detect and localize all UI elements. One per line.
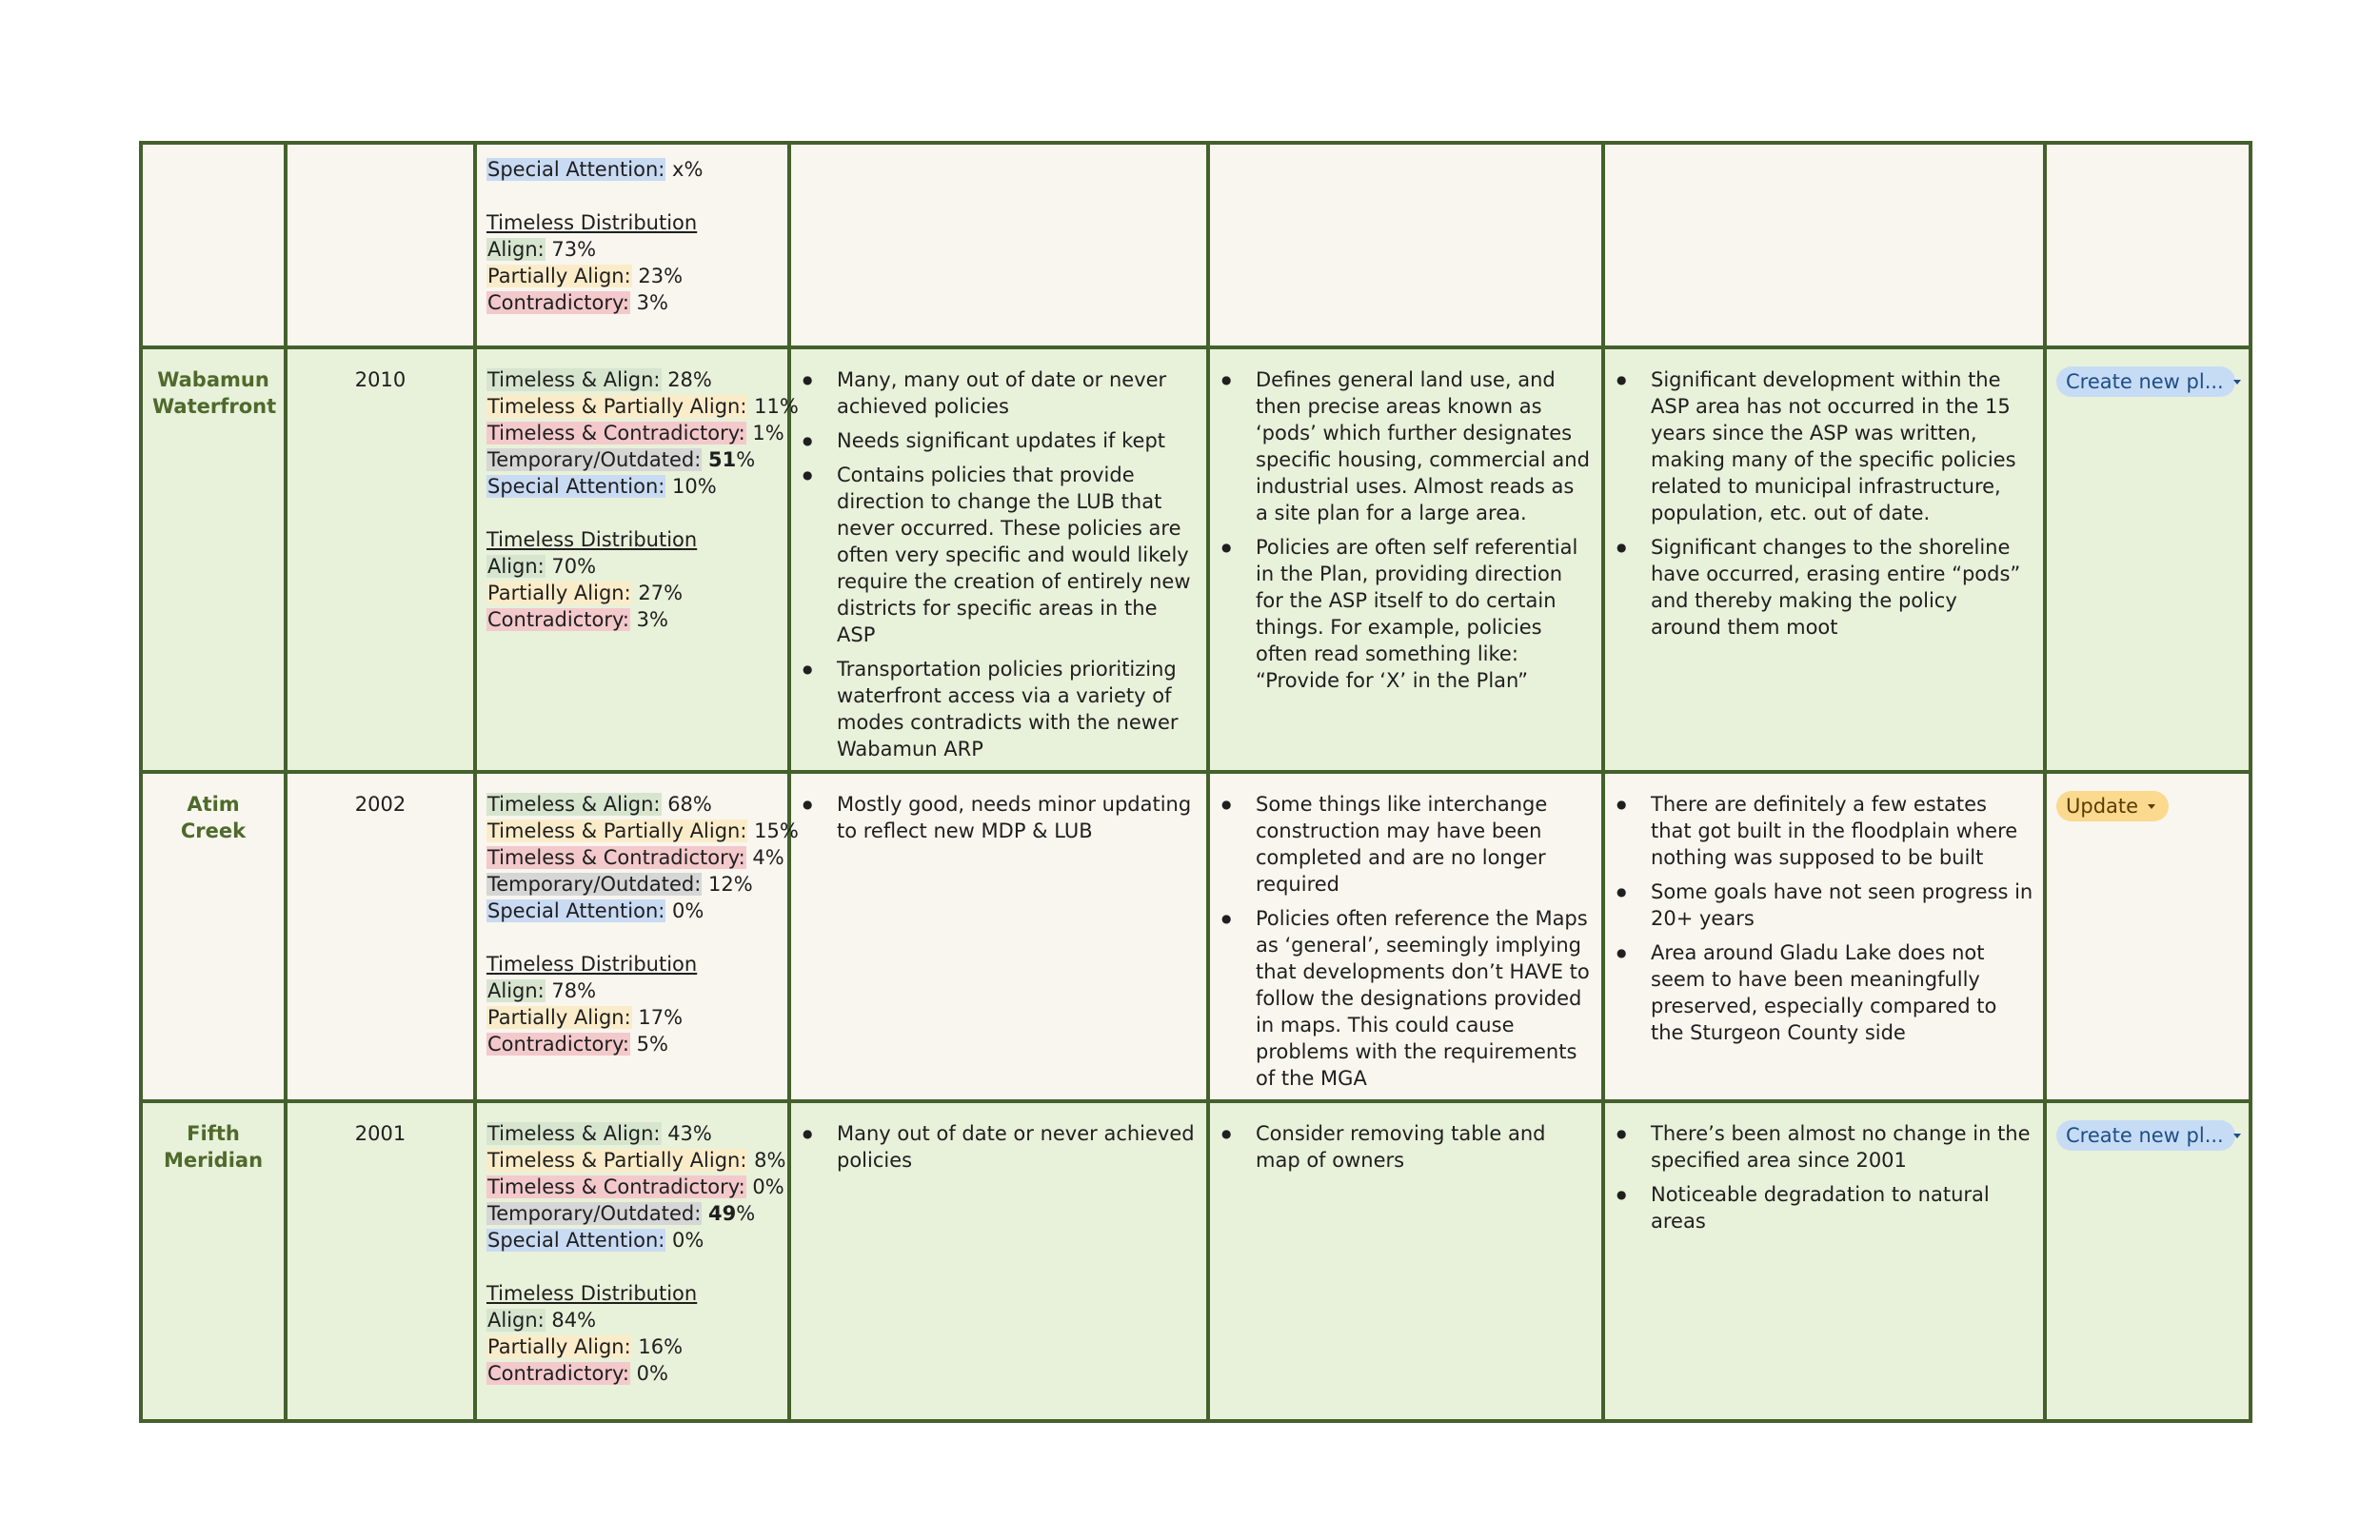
partially-align-value: 23% xyxy=(631,265,684,287)
list-item: ● Significant changes to the shoreline have occurred, erasing entire “pods” and thereby making the policy around them moot xyxy=(1651,534,2033,641)
timeless-distribution-heading: Timeless Distribution xyxy=(486,211,698,234)
partially-align-label: Partially Align: xyxy=(487,1006,631,1029)
policy-distribution-cell xyxy=(475,347,799,772)
timeless-contradictory-value: 1% xyxy=(745,422,784,444)
list-item: ● Some things like interchange construction may have been completed and are no longer required xyxy=(1256,791,1592,898)
status-dropdown-chip[interactable] xyxy=(2056,366,2235,397)
timeless-align-label: Timeless & Align: xyxy=(487,793,661,816)
plan-name-cell: Atim Creek xyxy=(141,772,286,1101)
timeless-distribution-heading: Timeless Distribution xyxy=(486,953,698,976)
timeless-contradictory-value: 4% xyxy=(745,846,784,869)
plan-name-cell xyxy=(141,143,286,347)
list-item: ● Transportation policies prioritizing waterfront access via a variety of modes contradicts with the newer Wabamun ARP xyxy=(837,656,1197,762)
partially-align-value: 17% xyxy=(631,1006,684,1029)
contradictory-value: 3% xyxy=(629,291,668,314)
special-attention-value: 0% xyxy=(665,1229,704,1252)
contradictory-label: Contradictory: xyxy=(487,1362,629,1385)
policy-distribution-cell xyxy=(475,772,799,1101)
status-dropdown-chip[interactable] xyxy=(2056,1120,2235,1151)
align-label: Align: xyxy=(487,979,545,1002)
list-item: ● Noticeable degradation to natural areas xyxy=(1651,1181,2033,1234)
table-row xyxy=(141,1101,2251,1421)
chevron-down-icon xyxy=(2233,380,2241,385)
special-attention-label: Special Attention: xyxy=(487,475,665,498)
status-chip-label: Create new pl... xyxy=(2066,370,2224,393)
status-dropdown-chip[interactable] xyxy=(2056,791,2169,821)
plan-name-cell: Fifth Meridian xyxy=(141,1101,286,1421)
table-row xyxy=(141,143,2251,347)
structure-cell xyxy=(1208,143,1603,347)
contradictory-label: Contradictory: xyxy=(487,608,629,631)
list-item: ● Consider removing table and map of owners xyxy=(1256,1120,1592,1174)
special-attention-label: Special Attention: xyxy=(487,1229,665,1252)
contradictory-value: 0% xyxy=(629,1362,668,1385)
plan-year-cell: 2010 xyxy=(286,347,475,772)
contradictory-value: 3% xyxy=(629,608,668,631)
timeless-align-label: Timeless & Align: xyxy=(487,1122,661,1145)
plan-year-cell: 2002 xyxy=(286,772,475,1101)
chevron-down-icon xyxy=(2233,1134,2241,1138)
timeless-align-value: 28% xyxy=(661,368,712,391)
list-item: ● Policies often reference the Maps as ‘general’, seemingly implying that developments don’t HAVE to follow the designations provided in maps. This could cause problems with the requirements of the MGA xyxy=(1256,905,1592,1092)
temporary-outdated-suffix: % xyxy=(736,1202,756,1225)
list-item: ● There are definitely a few estates that got built in the floodplain where nothing was supposed to be built xyxy=(1651,791,2033,871)
chevron-down-icon xyxy=(2148,804,2155,809)
context-cell xyxy=(1603,143,2045,347)
timeless-distribution-heading: Timeless Distribution xyxy=(486,1282,698,1305)
list-item: ● Needs significant updates if kept xyxy=(837,427,1197,454)
special-attention-value: 10% xyxy=(665,475,717,498)
timeless-contradictory-value: 0% xyxy=(745,1175,784,1198)
timeless-contradictory-label: Timeless & Contradictory: xyxy=(487,846,745,869)
timeless-contradictory-label: Timeless & Contradictory: xyxy=(487,422,745,444)
context-cell xyxy=(1603,347,2045,772)
align-label: Align: xyxy=(487,555,545,578)
temporary-outdated-suffix: % xyxy=(736,448,756,471)
temporary-outdated-value: 12% xyxy=(702,873,753,896)
status-cell xyxy=(2045,347,2251,772)
plan-review-table xyxy=(139,141,2252,1423)
timeless-partially-align-label: Timeless & Partially Align: xyxy=(487,1149,747,1172)
timeless-contradictory-label: Timeless & Contradictory: xyxy=(487,1175,745,1198)
temporary-outdated-label: Temporary/Outdated: xyxy=(487,1202,702,1225)
contradictory-label: Contradictory: xyxy=(487,291,629,314)
status-chip-label: Update xyxy=(2066,795,2139,818)
list-item: ● Defines general land use, and then precise areas known as ‘pods’ which further designates specific housing, commercial and industrial uses. Almost reads as a site plan for a large area. xyxy=(1256,366,1592,526)
list-item: ● Area around Gladu Lake does not seem to have been meaningfully preserved, especially compared to the Sturgeon County side xyxy=(1651,939,2033,1046)
contradictory-value: 5% xyxy=(629,1033,668,1056)
partially-align-label: Partially Align: xyxy=(487,582,631,604)
list-item: ● Many out of date or never achieved policies xyxy=(837,1120,1197,1174)
timeless-distribution-heading: Timeless Distribution xyxy=(486,528,698,551)
assessment-cell xyxy=(789,772,1208,1101)
partially-align-label: Partially Align: xyxy=(487,265,631,287)
timeless-partially-align-label: Timeless & Partially Align: xyxy=(487,819,747,842)
list-item: ● Many, many out of date or never achieved policies xyxy=(837,366,1197,420)
align-value: 73% xyxy=(545,238,597,261)
status-cell xyxy=(2045,772,2251,1101)
plan-name-cell: Wabamun Waterfront xyxy=(141,347,286,772)
status-chip-label: Create new pl... xyxy=(2066,1124,2224,1147)
timeless-align-value: 68% xyxy=(661,793,712,816)
special-attention-value: 0% xyxy=(665,899,704,922)
special-attention-value: x% xyxy=(665,158,704,181)
special-attention-label: Special Attention: xyxy=(487,899,665,922)
temporary-outdated-value: 51 xyxy=(707,448,737,471)
structure-cell xyxy=(1208,1101,1603,1421)
temporary-outdated-label: Temporary/Outdated: xyxy=(487,448,702,471)
list-item: ● Some goals have not seen progress in 20+ years xyxy=(1651,879,2033,932)
timeless-align-label: Timeless & Align: xyxy=(487,368,661,391)
status-cell xyxy=(2045,143,2251,347)
contradictory-label: Contradictory: xyxy=(487,1033,629,1056)
assessment-cell xyxy=(789,347,1208,772)
plan-year-cell xyxy=(286,143,475,347)
align-value: 84% xyxy=(545,1309,597,1332)
structure-cell xyxy=(1208,772,1603,1101)
temporary-outdated-label: Temporary/Outdated: xyxy=(487,873,702,896)
list-item: ● There’s been almost no change in the specified area since 2001 xyxy=(1651,1120,2033,1174)
assessment-cell xyxy=(789,1101,1208,1421)
assessment-cell xyxy=(789,143,1208,347)
align-label: Align: xyxy=(487,238,545,261)
timeless-align-value: 43% xyxy=(661,1122,712,1145)
partially-align-value: 16% xyxy=(631,1335,684,1358)
policy-distribution-cell xyxy=(475,143,789,347)
list-item: ● Mostly good, needs minor updating to reflect new MDP & LUB xyxy=(837,791,1197,844)
policy-distribution-cell xyxy=(475,1101,789,1421)
list-item: ● Significant development within the ASP area has not occurred in the 15 years since the ASP was written, making many of the specific policies related to municipal infrastructure, population, etc. out of date. xyxy=(1651,366,2033,526)
context-cell xyxy=(1603,1101,2045,1421)
align-value: 70% xyxy=(545,555,597,578)
status-cell xyxy=(2045,1101,2251,1421)
timeless-partially-align-value: 11% xyxy=(747,395,799,418)
timeless-partially-align-value: 8% xyxy=(747,1149,786,1172)
partially-align-label: Partially Align: xyxy=(487,1335,631,1358)
table-row xyxy=(141,772,2251,1101)
table-row xyxy=(141,347,2251,772)
structure-cell xyxy=(1208,347,1603,772)
timeless-partially-align-label: Timeless & Partially Align: xyxy=(487,395,747,418)
align-label: Align: xyxy=(487,1309,545,1332)
timeless-partially-align-value: 15% xyxy=(747,819,799,842)
align-value: 78% xyxy=(545,979,597,1002)
plan-year-cell: 2001 xyxy=(286,1101,475,1421)
context-cell xyxy=(1603,772,2045,1101)
temporary-outdated-value: 49 xyxy=(707,1202,737,1225)
list-item: ● Policies are often self referential in the Plan, providing direction for the ASP itself to do certain things. For example, policies often read something like: “Provide for ‘X’ in the Plan” xyxy=(1256,534,1592,694)
special-attention-label: Special Attention: xyxy=(487,158,665,181)
list-item: ● Contains policies that provide direction to change the LUB that never occurred. These policies are often very specific and would likely require the creation of entirely new districts for specific areas in the ASP xyxy=(837,462,1197,648)
partially-align-value: 27% xyxy=(631,582,684,604)
